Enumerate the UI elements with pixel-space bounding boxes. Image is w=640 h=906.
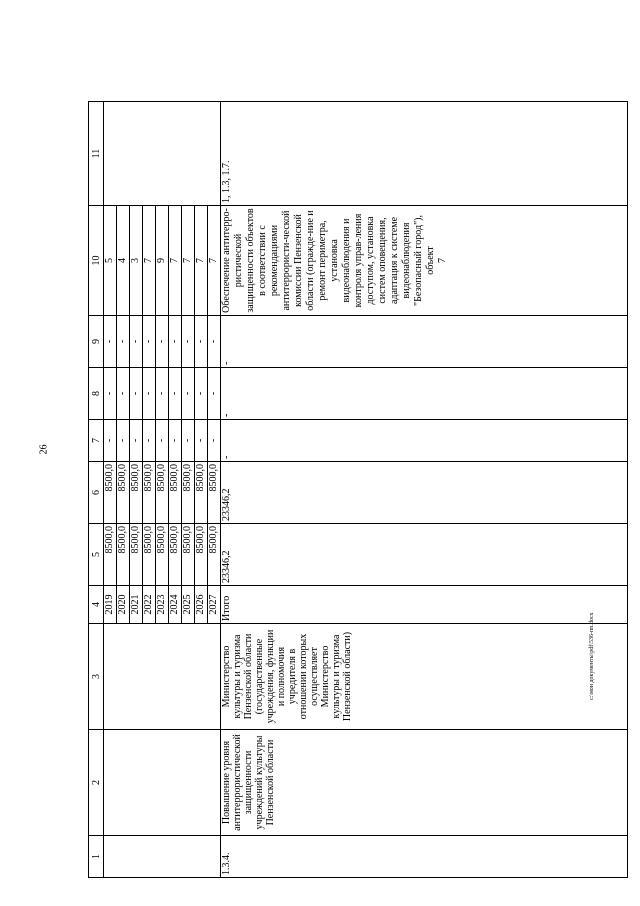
- indicator-value-cell: 4: [117, 206, 130, 316]
- indicator-value-cell: 5: [104, 206, 117, 316]
- table-body: [89, 102, 628, 878]
- dash-cell: -: [221, 420, 628, 462]
- page-number: 26: [38, 444, 50, 455]
- dash-cell: -: [104, 316, 117, 368]
- header-cell: 2: [89, 730, 104, 836]
- year-cell: 2022: [143, 586, 156, 624]
- total-label-cell: Итого: [221, 586, 628, 624]
- link-cell: 1, 1.3, 1.7.: [221, 102, 628, 206]
- measure-name-cell: Повышение уровня антитеррористической защищенности учреждений культуры Пензенской области: [221, 730, 628, 836]
- indicator-value-cell: 7: [169, 206, 182, 316]
- year-cell: 2027: [208, 586, 221, 624]
- executor-cell: Министерство культуры и туризма Пензенской области (государственные учреждения, функции и полномочия учредителя в отношении которых осуществляет Министерство культуры и туризма Пензенской области): [221, 624, 628, 730]
- total-amount-cell: 23346,2: [221, 524, 628, 586]
- year-cell: 2023: [156, 586, 169, 624]
- year-cell: 2020: [117, 586, 130, 624]
- amount-cell: 8500,0: [117, 462, 130, 524]
- header-cell: 10: [89, 206, 104, 316]
- row-number-cell: 1.3.4.: [221, 836, 628, 878]
- indicator-cell: [221, 206, 628, 316]
- dash-cell: -: [156, 420, 169, 462]
- dash-cell: -: [195, 368, 208, 420]
- year-cell: 2021: [130, 586, 143, 624]
- header-cell: 5: [89, 524, 104, 586]
- dash-cell: -: [143, 420, 156, 462]
- year-cell: 2024: [169, 586, 182, 624]
- amount-cell: 8500,0: [195, 462, 208, 524]
- dash-cell: -: [130, 316, 143, 368]
- year-cell: 2019: [104, 586, 117, 624]
- dash-cell: -: [169, 420, 182, 462]
- header-cell: 3: [89, 624, 104, 730]
- dash-cell: -: [208, 316, 221, 368]
- dash-cell: -: [130, 420, 143, 462]
- dash-cell: -: [104, 420, 117, 462]
- indicator-description: Обеспечение антитерро-ристической защищенности объектов в соответствии с рекомендациями антитеррористи-ческой комиссии Пензенской области (огражде-ние и ремонт периметра, установка видеонаблюдения и контроля управ-ления доступом, установка систем оповещения, адаптация к системе видеонаблюдения "Безопасный город"), объект: [221, 208, 436, 313]
- total-row: [221, 102, 628, 878]
- amount-cell: 8500,0: [143, 524, 156, 586]
- header-cell: 4: [89, 586, 104, 624]
- year-cell: 2026: [195, 586, 208, 624]
- dash-cell: -: [182, 420, 195, 462]
- amount-cell: 8500,0: [182, 524, 195, 586]
- dash-cell: -: [130, 368, 143, 420]
- amount-cell: 8500,0: [143, 462, 156, 524]
- amount-cell: 8500,0: [169, 524, 182, 586]
- dash-cell: -: [156, 316, 169, 368]
- col3-empty: [104, 624, 221, 730]
- indicator-value-cell: 7: [195, 206, 208, 316]
- footer-path: c:\мои документы\pdf\536-пп.docx: [589, 612, 595, 700]
- indicator-value-cell: 3: [130, 206, 143, 316]
- dash-cell: -: [104, 368, 117, 420]
- amount-cell: 8500,0: [195, 524, 208, 586]
- indicator-total-value: 7: [437, 258, 448, 263]
- amount-cell: 8500,0: [182, 462, 195, 524]
- dash-cell: -: [169, 316, 182, 368]
- col1-empty: [104, 836, 221, 878]
- dash-cell: -: [208, 420, 221, 462]
- indicator-value-cell: 7: [208, 206, 221, 316]
- rotated-page: [88, 102, 628, 878]
- dash-cell: -: [195, 420, 208, 462]
- header-cell: 7: [89, 420, 104, 462]
- amount-cell: 8500,0: [130, 524, 143, 586]
- dash-cell: -: [182, 368, 195, 420]
- header-cell: 8: [89, 368, 104, 420]
- indicator-value-cell: 9: [156, 206, 169, 316]
- year-row: [104, 102, 117, 878]
- dash-cell: -: [195, 316, 208, 368]
- header-row: [89, 102, 104, 878]
- col2-empty: [104, 730, 221, 836]
- dash-cell: -: [182, 316, 195, 368]
- dash-cell: -: [117, 316, 130, 368]
- amount-cell: 8500,0: [156, 524, 169, 586]
- dash-cell: -: [143, 368, 156, 420]
- amount-cell: 8500,0: [208, 524, 221, 586]
- dash-cell: -: [143, 316, 156, 368]
- amount-cell: 8500,0: [104, 462, 117, 524]
- year-cell: 2025: [182, 586, 195, 624]
- dash-cell: -: [117, 368, 130, 420]
- dash-cell: -: [117, 420, 130, 462]
- dash-cell: -: [221, 316, 628, 368]
- amount-cell: 8500,0: [104, 524, 117, 586]
- header-cell: 6: [89, 462, 104, 524]
- indicator-value-cell: 7: [182, 206, 195, 316]
- amount-cell: 8500,0: [169, 462, 182, 524]
- amount-cell: 8500,0: [208, 462, 221, 524]
- indicator-value-cell: 7: [143, 206, 156, 316]
- dash-cell: -: [169, 368, 182, 420]
- amount-cell: 8500,0: [117, 524, 130, 586]
- dash-cell: -: [221, 368, 628, 420]
- header-cell: 11: [89, 102, 104, 206]
- header-cell: 9: [89, 316, 104, 368]
- total-amount-cell: 23346,2: [221, 462, 628, 524]
- program-table: [88, 101, 628, 878]
- dash-cell: -: [208, 368, 221, 420]
- dash-cell: -: [156, 368, 169, 420]
- amount-cell: 8500,0: [130, 462, 143, 524]
- col11-empty: [104, 102, 221, 206]
- header-cell: 1: [89, 836, 104, 878]
- amount-cell: 8500,0: [156, 462, 169, 524]
